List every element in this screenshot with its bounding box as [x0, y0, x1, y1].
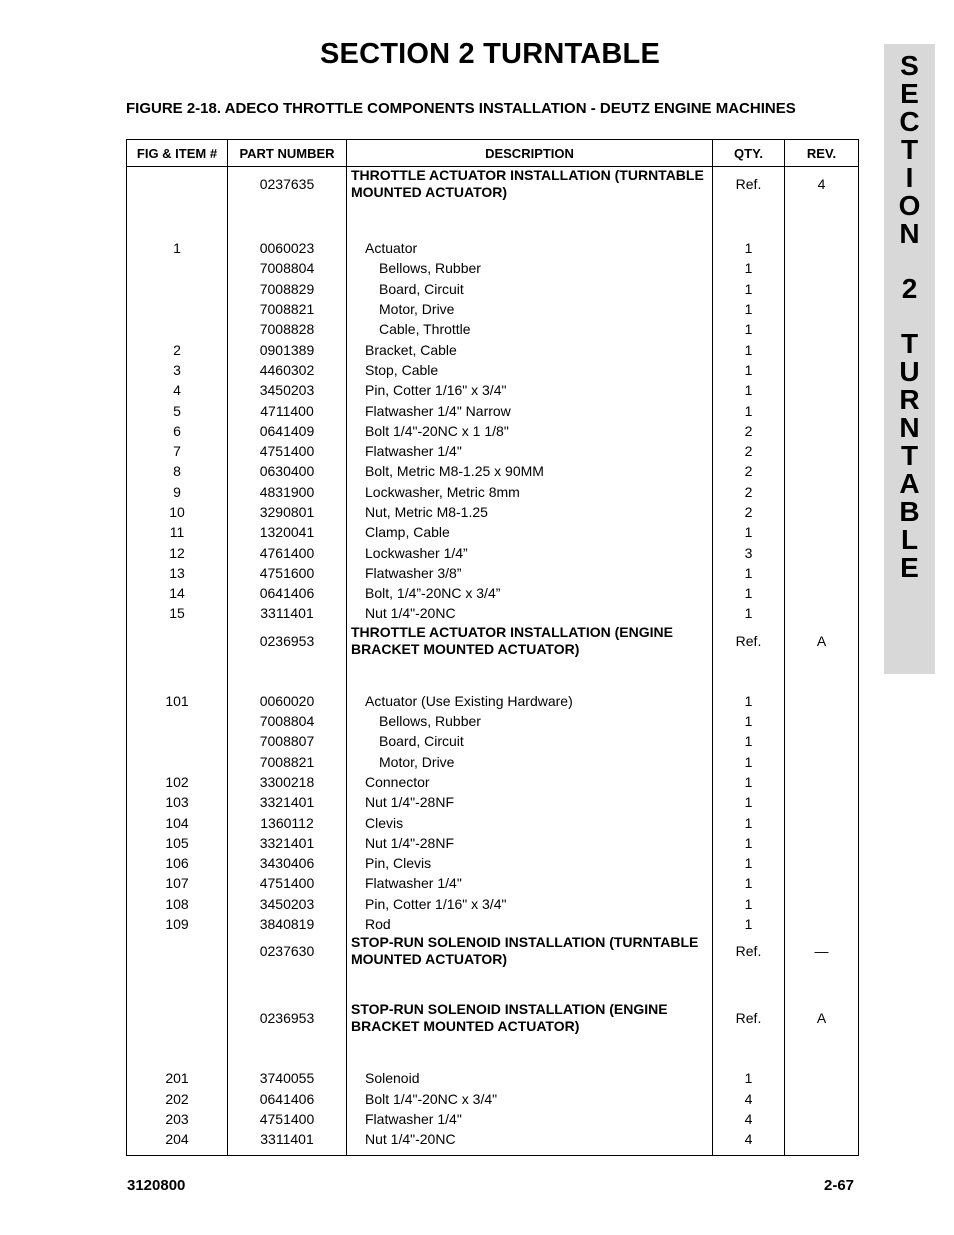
cell-rev	[785, 542, 859, 562]
cell-rev	[785, 1089, 859, 1109]
side-tab-letter: I	[905, 162, 914, 193]
cell-qty: Ref.	[713, 1001, 785, 1068]
cell-fig-item: 8	[127, 461, 228, 481]
cell-fig-item: 204	[127, 1129, 228, 1156]
table-row	[127, 873, 859, 893]
cell-fig-item: 109	[127, 914, 228, 934]
cell-description: Flatwasher 1/4" Narrow	[347, 400, 713, 420]
cell-description: Nut 1/4"-20NC	[347, 603, 713, 623]
table-row	[127, 914, 859, 934]
table-row	[127, 772, 859, 792]
cell-fig-item	[127, 934, 228, 1001]
table-row	[127, 812, 859, 832]
cell-rev	[785, 752, 859, 772]
cell-part-number: 4460302	[228, 360, 347, 380]
table-row	[127, 563, 859, 583]
cell-description: Cable, Throttle	[347, 319, 713, 339]
cell-rev	[785, 258, 859, 278]
cell-fig-item: 10	[127, 502, 228, 522]
side-tab-letter: A	[899, 468, 920, 499]
cell-fig-item: 104	[127, 812, 228, 832]
cell-part-number: 0641406	[228, 583, 347, 603]
cell-part-number: 3840819	[228, 914, 347, 934]
cell-part-number: 4761400	[228, 542, 347, 562]
cell-qty: 2	[713, 421, 785, 441]
cell-description: Clevis	[347, 812, 713, 832]
cell-rev	[785, 400, 859, 420]
cell-description: Nut, Metric M8-1.25	[347, 502, 713, 522]
cell-rev	[785, 914, 859, 934]
cell-rev	[785, 833, 859, 853]
cell-qty: 1	[713, 238, 785, 258]
table-row	[127, 339, 859, 359]
cell-description: Bolt 1/4"-20NC x 3/4"	[347, 1089, 713, 1109]
cell-fig-item	[127, 711, 228, 731]
table-row	[127, 833, 859, 853]
side-tab-letter: O	[898, 190, 921, 221]
cell-fig-item: 3	[127, 360, 228, 380]
table-row	[127, 1089, 859, 1109]
table-row	[127, 894, 859, 914]
cell-part-number: 7008829	[228, 279, 347, 299]
cell-qty: 1	[713, 522, 785, 542]
cell-qty: 1	[713, 731, 785, 751]
cell-part-number: 7008804	[228, 258, 347, 278]
cell-qty: 1	[713, 1068, 785, 1088]
cell-description: Connector	[347, 772, 713, 792]
cell-part-number: 0237630	[228, 934, 347, 1001]
cell-description: STOP-RUN SOLENOID INSTALLATION (ENGINE BRACKET MOUNTED ACTUATOR)	[347, 1001, 713, 1068]
cell-fig-item: 12	[127, 542, 228, 562]
table-row	[127, 502, 859, 522]
table-row	[127, 482, 859, 502]
cell-rev	[785, 279, 859, 299]
cell-fig-item: 107	[127, 873, 228, 893]
cell-part-number: 0901389	[228, 339, 347, 359]
cell-qty: 1	[713, 792, 785, 812]
side-tab-letter: N	[899, 218, 920, 249]
cell-description: Lockwasher, Metric 8mm	[347, 482, 713, 502]
side-tab-letter: E	[900, 78, 919, 109]
cell-fig-item: 106	[127, 853, 228, 873]
cell-rev	[785, 461, 859, 481]
cell-rev	[785, 502, 859, 522]
cell-part-number: 3740055	[228, 1068, 347, 1088]
cell-fig-item: 7	[127, 441, 228, 461]
cell-fig-item: 4	[127, 380, 228, 400]
assembly-header-row	[127, 167, 859, 239]
cell-rev	[785, 772, 859, 792]
table-row	[127, 731, 859, 751]
table-row	[127, 1129, 859, 1156]
cell-description: Board, Circuit	[347, 731, 713, 751]
table-row	[127, 583, 859, 603]
cell-qty: 1	[713, 299, 785, 319]
table-row	[127, 360, 859, 380]
cell-rev	[785, 1068, 859, 1088]
cell-description: Flatwasher 1/4"	[347, 1109, 713, 1129]
side-tab-letter: E	[900, 552, 919, 583]
cell-qty: 1	[713, 360, 785, 380]
cell-qty: 1	[713, 258, 785, 278]
cell-qty: 1	[713, 319, 785, 339]
cell-qty: 2	[713, 461, 785, 481]
cell-rev	[785, 563, 859, 583]
cell-rev: A	[785, 624, 859, 691]
cell-qty: 1	[713, 563, 785, 583]
table-row	[127, 299, 859, 319]
cell-rev	[785, 603, 859, 623]
cell-rev	[785, 441, 859, 461]
cell-rev	[785, 319, 859, 339]
cell-description: Nut 1/4"-20NC	[347, 1129, 713, 1156]
side-tab-letter: S	[900, 50, 919, 81]
cell-rev	[785, 873, 859, 893]
cell-qty: 1	[713, 400, 785, 420]
table-row	[127, 279, 859, 299]
cell-qty: Ref.	[713, 934, 785, 1001]
table-row	[127, 1068, 859, 1088]
cell-qty: 1	[713, 873, 785, 893]
cell-description: Bolt, 1/4”-20NC x 3/4”	[347, 583, 713, 603]
cell-description: Nut 1/4"-28NF	[347, 792, 713, 812]
cell-fig-item	[127, 319, 228, 339]
cell-fig-item: 101	[127, 691, 228, 711]
cell-qty: 1	[713, 853, 785, 873]
cell-qty: 1	[713, 380, 785, 400]
cell-description: THROTTLE ACTUATOR INSTALLATION (ENGINE BRACKET MOUNTED ACTUATOR)	[347, 624, 713, 691]
cell-part-number: 7008804	[228, 711, 347, 731]
cell-rev: —	[785, 934, 859, 1001]
cell-part-number: 4711400	[228, 400, 347, 420]
cell-fig-item	[127, 258, 228, 278]
side-tab-letters	[884, 52, 935, 582]
cell-description: Bracket, Cable	[347, 339, 713, 359]
cell-part-number: 7008807	[228, 731, 347, 751]
cell-part-number: 0060020	[228, 691, 347, 711]
cell-description: Actuator	[347, 238, 713, 258]
cell-fig-item: 201	[127, 1068, 228, 1088]
cell-rev	[785, 853, 859, 873]
cell-qty: 1	[713, 279, 785, 299]
cell-fig-item: 102	[127, 772, 228, 792]
cell-rev	[785, 339, 859, 359]
cell-fig-item	[127, 731, 228, 751]
cell-description: Actuator (Use Existing Hardware)	[347, 691, 713, 711]
cell-part-number: 0237635	[228, 167, 347, 239]
col-header-rev: REV.	[785, 140, 859, 167]
table-row	[127, 853, 859, 873]
cell-description: Pin, Cotter 1/16" x 3/4"	[347, 894, 713, 914]
assembly-header-row	[127, 934, 859, 1001]
section-side-tab[interactable]	[884, 44, 935, 674]
table-row	[127, 792, 859, 812]
cell-part-number: 0236953	[228, 1001, 347, 1068]
cell-part-number: 0060023	[228, 238, 347, 258]
cell-fig-item	[127, 624, 228, 691]
table-row	[127, 711, 859, 731]
cell-qty: 1	[713, 339, 785, 359]
side-tab-letter: T	[900, 134, 919, 165]
cell-qty: 1	[713, 894, 785, 914]
cell-part-number: 0641409	[228, 421, 347, 441]
cell-qty: 1	[713, 772, 785, 792]
cell-qty: 4	[713, 1089, 785, 1109]
cell-part-number: 7008828	[228, 319, 347, 339]
cell-qty: 4	[713, 1129, 785, 1156]
cell-part-number: 3450203	[228, 380, 347, 400]
cell-qty: Ref.	[713, 167, 785, 239]
cell-fig-item: 15	[127, 603, 228, 623]
document-number: 3120800	[127, 1177, 186, 1194]
cell-fig-item: 13	[127, 563, 228, 583]
cell-description: Bellows, Rubber	[347, 258, 713, 278]
cell-fig-item	[127, 167, 228, 239]
cell-part-number: 4751400	[228, 873, 347, 893]
col-header-description: DESCRIPTION	[347, 140, 713, 167]
cell-rev	[785, 522, 859, 542]
cell-description: Bellows, Rubber	[347, 711, 713, 731]
cell-part-number: 3321401	[228, 792, 347, 812]
cell-fig-item: 1	[127, 238, 228, 258]
cell-qty: 1	[713, 833, 785, 853]
col-header-part: PART NUMBER	[228, 140, 347, 167]
table-row	[127, 522, 859, 542]
cell-qty: 2	[713, 441, 785, 461]
cell-part-number: 0630400	[228, 461, 347, 481]
side-tab-letter: C	[899, 106, 920, 137]
cell-fig-item: 103	[127, 792, 228, 812]
table-row	[127, 380, 859, 400]
cell-fig-item: 9	[127, 482, 228, 502]
cell-qty: 2	[713, 482, 785, 502]
cell-part-number: 3311401	[228, 603, 347, 623]
page-number: 2-67	[824, 1177, 855, 1194]
cell-fig-item: 14	[127, 583, 228, 603]
side-tab-letter: T	[900, 440, 919, 471]
cell-part-number: 4751400	[228, 441, 347, 461]
cell-part-number: 4751400	[228, 1109, 347, 1129]
side-tab-gap	[884, 303, 935, 330]
cell-description: Bolt, Metric M8-1.25 x 90MM	[347, 461, 713, 481]
cell-part-number: 0641406	[228, 1089, 347, 1109]
assembly-header-row	[127, 624, 859, 691]
cell-rev	[785, 731, 859, 751]
cell-part-number: 3450203	[228, 894, 347, 914]
cell-part-number: 7008821	[228, 299, 347, 319]
table-row	[127, 319, 859, 339]
table-row	[127, 603, 859, 623]
table-row	[127, 691, 859, 711]
cell-rev	[785, 812, 859, 832]
col-header-qty: QTY.	[713, 140, 785, 167]
cell-description: Nut 1/4"-28NF	[347, 833, 713, 853]
cell-qty: 1	[713, 711, 785, 731]
cell-rev	[785, 792, 859, 812]
cell-rev	[785, 1129, 859, 1156]
cell-fig-item: 5	[127, 400, 228, 420]
cell-description: Pin, Cotter 1/16" x 3/4"	[347, 380, 713, 400]
table-row	[127, 421, 859, 441]
cell-part-number: 3311401	[228, 1129, 347, 1156]
cell-description: Bolt 1/4"-20NC x 1 1/8"	[347, 421, 713, 441]
parts-table-body	[127, 167, 859, 1156]
cell-rev	[785, 711, 859, 731]
cell-description: Flatwasher 3/8”	[347, 563, 713, 583]
cell-qty: 3	[713, 542, 785, 562]
cell-rev	[785, 380, 859, 400]
table-row	[127, 258, 859, 278]
assembly-header-row	[127, 1001, 859, 1068]
table-row	[127, 238, 859, 258]
side-tab-letter: R	[899, 384, 920, 415]
cell-qty: 4	[713, 1109, 785, 1129]
cell-qty: 1	[713, 691, 785, 711]
table-row	[127, 752, 859, 772]
cell-description: Stop, Cable	[347, 360, 713, 380]
cell-rev	[785, 894, 859, 914]
table-row	[127, 461, 859, 481]
cell-description: Motor, Drive	[347, 752, 713, 772]
side-tab-letter: B	[899, 496, 920, 527]
cell-rev	[785, 238, 859, 258]
table-row	[127, 1109, 859, 1129]
cell-fig-item: 2	[127, 339, 228, 359]
table-row	[127, 400, 859, 420]
cell-part-number: 3430406	[228, 853, 347, 873]
cell-rev	[785, 421, 859, 441]
cell-rev: A	[785, 1001, 859, 1068]
cell-qty: 1	[713, 914, 785, 934]
cell-fig-item	[127, 1001, 228, 1068]
cell-fig-item	[127, 299, 228, 319]
cell-description: STOP-RUN SOLENOID INSTALLATION (TURNTABLE MOUNTED ACTUATOR)	[347, 934, 713, 1001]
cell-fig-item: 11	[127, 522, 228, 542]
table-header-row	[127, 140, 859, 167]
cell-qty: 1	[713, 752, 785, 772]
page-title: SECTION 2 TURNTABLE	[320, 38, 660, 70]
cell-rev: 4	[785, 167, 859, 239]
cell-fig-item: 202	[127, 1089, 228, 1109]
cell-part-number: 3321401	[228, 833, 347, 853]
parts-table	[126, 139, 859, 1156]
cell-description: Pin, Clevis	[347, 853, 713, 873]
cell-rev	[785, 691, 859, 711]
cell-part-number: 0236953	[228, 624, 347, 691]
cell-fig-item	[127, 752, 228, 772]
cell-qty: 1	[713, 583, 785, 603]
cell-part-number: 1320041	[228, 522, 347, 542]
cell-part-number: 3290801	[228, 502, 347, 522]
cell-fig-item: 6	[127, 421, 228, 441]
cell-fig-item: 105	[127, 833, 228, 853]
col-header-fig: FIG & ITEM #	[127, 140, 228, 167]
side-tab-letter: N	[899, 412, 920, 443]
cell-description: Clamp, Cable	[347, 522, 713, 542]
figure-title: FIGURE 2-18. ADECO THROTTLE COMPONENTS INSTALLATION - DEUTZ ENGINE MACHINES	[126, 100, 796, 117]
cell-description: Flatwasher 1/4"	[347, 441, 713, 461]
side-tab-letter: L	[900, 524, 919, 555]
cell-description: Motor, Drive	[347, 299, 713, 319]
cell-fig-item: 203	[127, 1109, 228, 1129]
cell-description: Lockwasher 1/4”	[347, 542, 713, 562]
cell-description: Board, Circuit	[347, 279, 713, 299]
table-row	[127, 542, 859, 562]
cell-qty: Ref.	[713, 624, 785, 691]
side-tab-letter: T	[900, 328, 919, 359]
side-tab-letter: U	[899, 356, 920, 387]
cell-description: Solenoid	[347, 1068, 713, 1088]
cell-rev	[785, 1109, 859, 1129]
cell-part-number: 4751600	[228, 563, 347, 583]
cell-qty: 1	[713, 812, 785, 832]
cell-description: Flatwasher 1/4"	[347, 873, 713, 893]
cell-rev	[785, 360, 859, 380]
cell-description: THROTTLE ACTUATOR INSTALLATION (TURNTABLE MOUNTED ACTUATOR)	[347, 167, 713, 239]
cell-description: Rod	[347, 914, 713, 934]
cell-part-number: 7008821	[228, 752, 347, 772]
cell-part-number: 1360112	[228, 812, 347, 832]
cell-rev	[785, 482, 859, 502]
cell-fig-item	[127, 279, 228, 299]
cell-qty: 1	[713, 603, 785, 623]
cell-qty: 2	[713, 502, 785, 522]
cell-part-number: 4831900	[228, 482, 347, 502]
cell-rev	[785, 299, 859, 319]
side-tab-letter: 2	[901, 273, 918, 304]
table-row	[127, 441, 859, 461]
cell-rev	[785, 583, 859, 603]
cell-fig-item: 108	[127, 894, 228, 914]
cell-part-number: 3300218	[228, 772, 347, 792]
side-tab-gap	[884, 248, 935, 275]
